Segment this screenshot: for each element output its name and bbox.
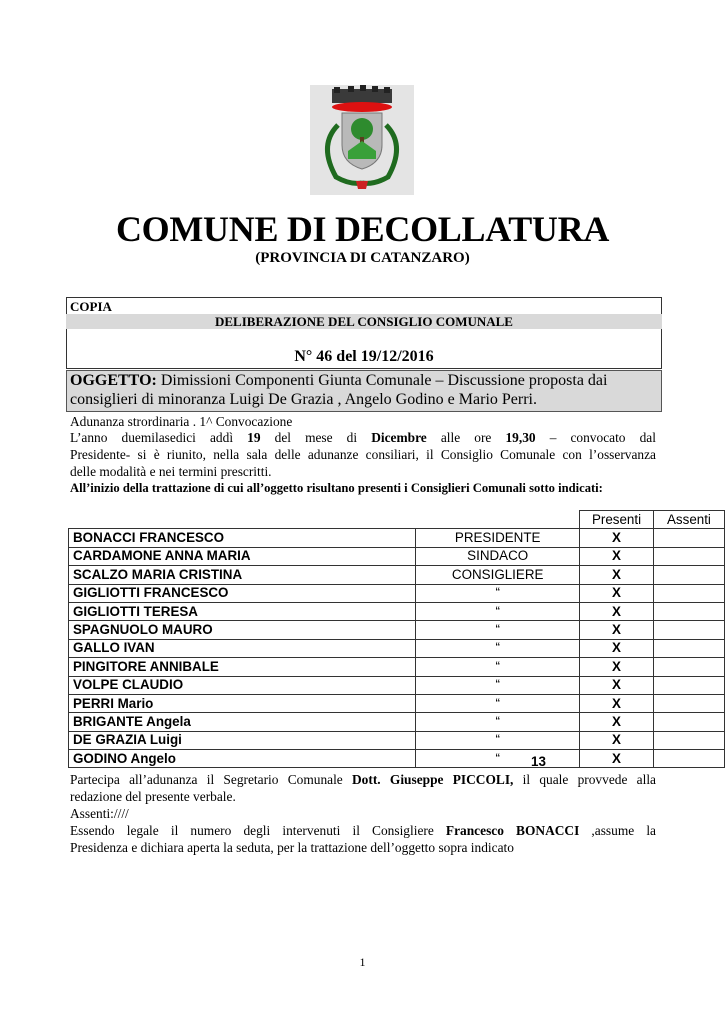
intro-text-b: del mese di: [274, 430, 358, 445]
table-row: [69, 602, 725, 620]
member-role: “: [416, 621, 580, 639]
presente-mark: X: [580, 694, 654, 712]
table-row: [69, 750, 725, 768]
assente-mark: [653, 639, 724, 657]
closing-line-3: [70, 823, 656, 839]
page-number: 1: [359, 955, 366, 969]
member-role: “: [416, 584, 580, 602]
intro-line-2: Presidente- si è riunito, nella sala delle adunanze consiliari, il Consiglio Comunale con l’osservanza: [70, 447, 656, 462]
member-name: PERRI Mario: [69, 694, 416, 712]
header-empty: [69, 511, 416, 529]
member-role: “: [416, 731, 580, 749]
presente-mark: X: [580, 547, 654, 565]
member-role: “: [416, 713, 580, 731]
member-role: PRESIDENTE: [416, 529, 580, 547]
assente-mark: [653, 676, 724, 694]
member-name: PINGITORE ANNIBALE: [69, 658, 416, 676]
assenti-line: Assenti:////: [70, 806, 129, 821]
presente-mark: X: [580, 584, 654, 602]
table-row: [69, 658, 725, 676]
member-name: GALLO IVAN: [69, 639, 416, 657]
member-role: “: [416, 750, 580, 768]
assente-mark: [653, 731, 724, 749]
member-role: “: [416, 694, 580, 712]
closing-text-a: Partecipa all’adunanza il Segretario Comunale: [70, 772, 353, 787]
segretario-name: Dott. Giuseppe PICCOLI,: [352, 772, 514, 787]
table-row: [69, 713, 725, 731]
member-name: GIGLIOTTI FRANCESCO: [69, 584, 416, 602]
presente-mark: X: [580, 566, 654, 584]
assente-mark: [653, 621, 724, 639]
member-role: “: [416, 676, 580, 694]
member-name: SCALZO MARIA CRISTINA: [69, 566, 416, 584]
closing-text-c: Essendo legale il numero degli intervenuti il Consigliere: [70, 823, 446, 838]
assente-mark: [653, 750, 724, 768]
member-name: VOLPE CLAUDIO: [69, 676, 416, 694]
copia-label: COPIA: [70, 299, 112, 314]
closing-text-b: il quale provvede alla: [513, 772, 656, 787]
header-empty: [416, 511, 580, 529]
presente-mark: X: [580, 621, 654, 639]
assente-mark: [653, 547, 724, 565]
presente-mark: X: [580, 713, 654, 731]
intro-line-3: delle modalità e nei termini prescritti.: [70, 464, 272, 479]
presidente-name: Francesco BONACCI: [445, 823, 580, 838]
presente-mark: X: [580, 731, 654, 749]
assente-mark: [653, 713, 724, 731]
column-header-presenti: Presenti: [580, 511, 654, 529]
intro-time: 19,30: [505, 430, 536, 445]
member-role: SINDACO: [416, 547, 580, 565]
assente-mark: [653, 602, 724, 620]
member-role: “: [416, 639, 580, 657]
closing-line-2: redazione del presente verbale.: [70, 789, 236, 804]
member-role: “: [416, 658, 580, 676]
member-name: GIGLIOTTI TERESA: [69, 602, 416, 620]
presente-mark: X: [580, 750, 654, 768]
assente-mark: [653, 658, 724, 676]
delibera-number: N° 46 del 19/12/2016: [294, 348, 434, 365]
municipal-crest-logo: [310, 85, 414, 195]
presente-mark: X: [580, 639, 654, 657]
intro-line-1: [70, 430, 656, 446]
table-row: [69, 529, 725, 547]
column-header-assenti: Assenti: [653, 511, 724, 529]
presente-mark: X: [580, 529, 654, 547]
closing-text-d: ,assume la: [579, 823, 656, 838]
assente-mark: [653, 566, 724, 584]
intro-text-a: L’anno duemilasedici addì: [70, 430, 234, 445]
attendance-table: [68, 510, 725, 768]
presente-mark: X: [580, 676, 654, 694]
member-name: DE GRAZIA Luigi: [69, 731, 416, 749]
intro-text-c: alle ore: [440, 430, 492, 445]
oggetto-label: OGGETTO:: [70, 372, 157, 389]
table-row: [69, 547, 725, 565]
intro-day: 19: [247, 430, 261, 445]
table-row: [69, 676, 725, 694]
member-name: BONACCI FRANCESCO: [69, 529, 416, 547]
assente-mark: [653, 529, 724, 547]
member-name: BRIGANTE Angela: [69, 713, 416, 731]
closing-line-1: [70, 772, 656, 788]
assente-mark: [653, 584, 724, 602]
closing-line-4: Presidenza e dichiara aperta la seduta, per la trattazione dell’oggetto sopra indicato: [70, 840, 514, 855]
intro-text-d: – convocato dal: [549, 430, 656, 445]
table-row: [69, 584, 725, 602]
member-name: GODINO Angelo: [69, 750, 416, 768]
oggetto-text-1: Dimissioni Componenti Giunta Comunale – Discussione proposta dai: [156, 372, 608, 389]
adunanza-line: Adunanza strordinaria . 1^ Convocazione: [70, 414, 293, 429]
table-header-row: [69, 511, 725, 529]
table-row: [69, 731, 725, 749]
intro-line-4: All’inizio della trattazione di cui all’oggetto risultano presenti i Consiglieri Comunali sotto indicati:: [70, 481, 603, 495]
table-row: [69, 694, 725, 712]
table-row: [69, 621, 725, 639]
page-title: COMUNE DI DECOLLATURA: [115, 209, 610, 249]
deliberazione-label: DELIBERAZIONE DEL CONSIGLIO COMUNALE: [215, 314, 513, 329]
member-name: SPAGNUOLO MAURO: [69, 621, 416, 639]
table-row: [69, 639, 725, 657]
member-role: “: [416, 602, 580, 620]
member-name: CARDAMONE ANNA MARIA: [69, 547, 416, 565]
total-presenti: 13: [531, 754, 546, 769]
member-role: CONSIGLIERE: [416, 566, 580, 584]
assente-mark: [653, 694, 724, 712]
page-subtitle: (PROVINCIA DI CATANZARO): [255, 250, 470, 266]
table-row: [69, 566, 725, 584]
oggetto-line-1: [70, 372, 607, 390]
oggetto-line-2: consiglieri di minoranza Luigi De Grazia , Angelo Godino e Mario Perri.: [70, 391, 537, 408]
intro-month: Dicembre: [371, 430, 427, 445]
presente-mark: X: [580, 658, 654, 676]
presente-mark: X: [580, 602, 654, 620]
